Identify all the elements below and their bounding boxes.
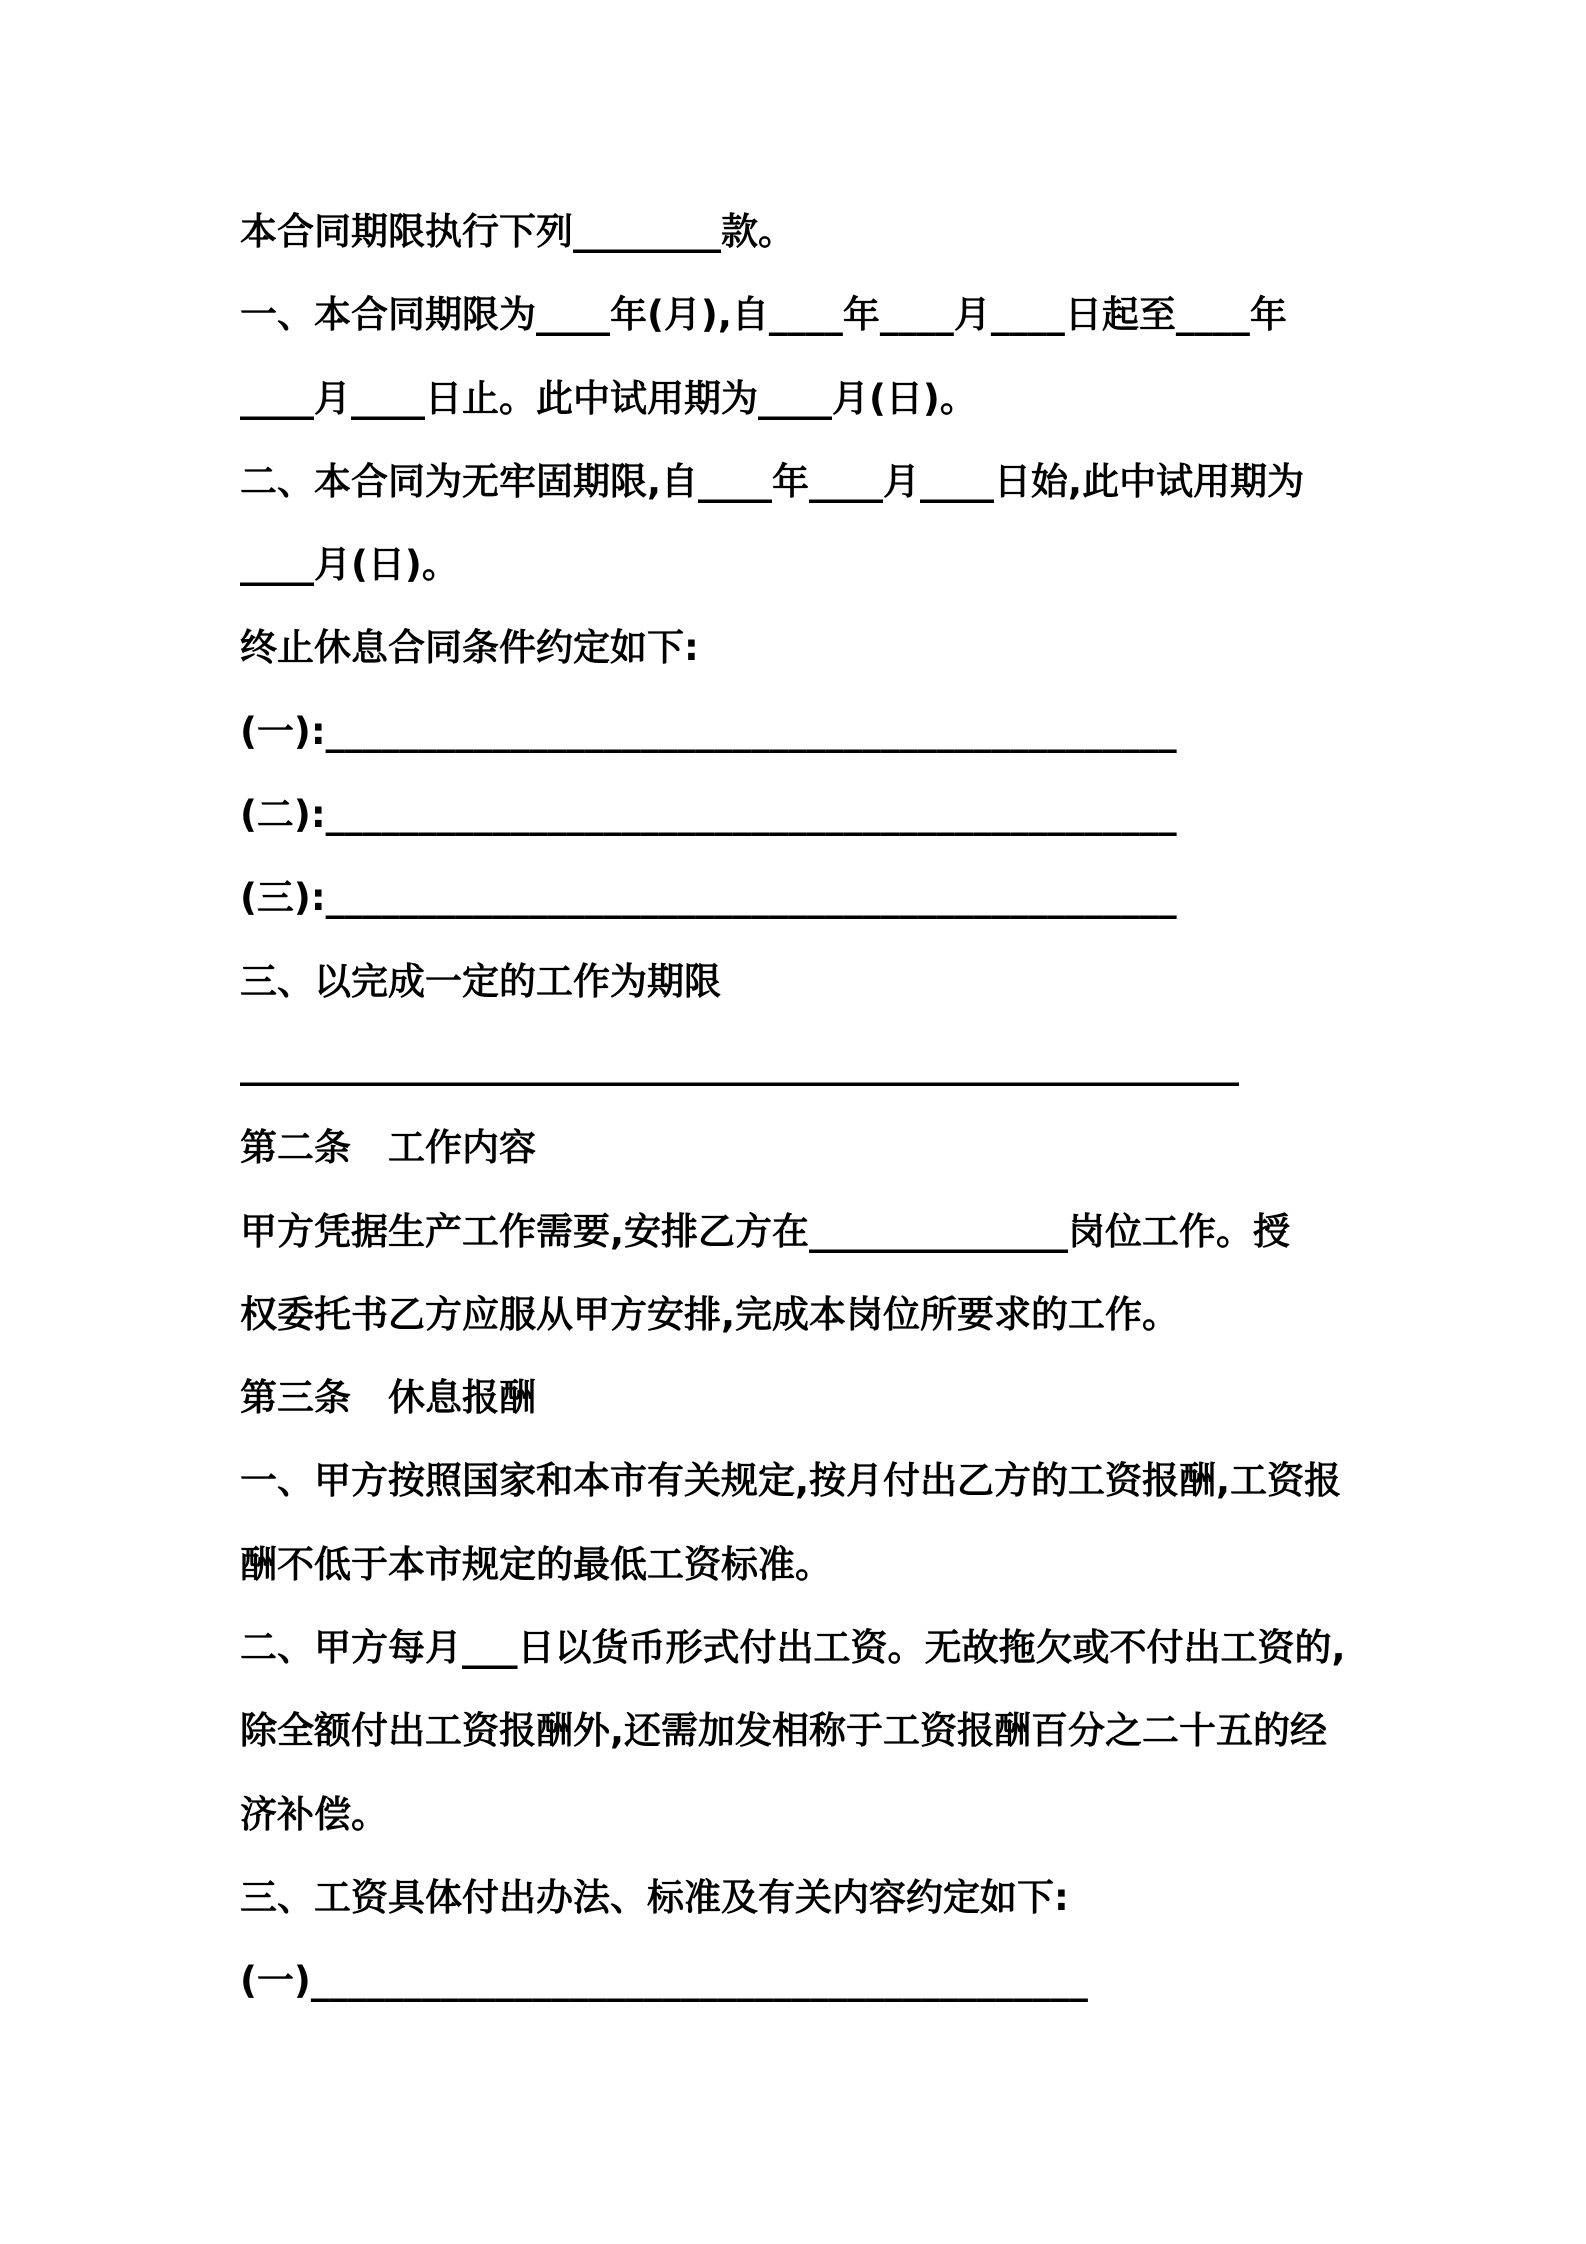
document-line: 本合同期限执行下列________款。 bbox=[240, 210, 795, 253]
document-line: 济补偿。 bbox=[240, 1792, 388, 1836]
document-line: ____月(日)。 bbox=[240, 543, 459, 587]
document-line-blank-field: (三):______________________________________________ bbox=[240, 876, 1177, 920]
document-line: 权委托书乙方应服从甲方安排,完成本岗位所要求的工作。 bbox=[240, 1292, 1180, 1336]
document-line: 三、工资具体付出办法、标准及有关内容约定如下: bbox=[240, 1875, 1069, 1919]
contract-body bbox=[240, 190, 1440, 2023]
document-line: 酬不低于本市规定的最低工资标准。 bbox=[240, 1542, 832, 1586]
document-line: 二、本合同为无牢固期限,自____年____月____日始,此中试用期为 bbox=[240, 459, 1305, 503]
document-line: 终止休息合同条件约定如下: bbox=[240, 626, 699, 670]
document-line: 一、甲方按照国家和本市有关规定,按月付出乙方的工资报酬,工资报 bbox=[240, 1459, 1342, 1503]
document-line: 除全额付出工资报酬外,还需加发相称于工资报酬百分之二十五的经 bbox=[240, 1709, 1328, 1753]
document-line-blank-field: (一)__________________________________________ bbox=[240, 1959, 1088, 2003]
document-line-blank-field: (一):______________________________________________ bbox=[240, 709, 1177, 753]
document-line: 甲方凭据生产工作需要,安排乙方在______________岗位工作。授 bbox=[240, 1209, 1291, 1253]
document-line: ____月____日止。此中试用期为____月(日)。 bbox=[240, 376, 977, 420]
document-line: 二、甲方每月___日以货币形式付出工资。无故拖欠或不付出工资的, bbox=[240, 1626, 1346, 1670]
section-heading-article-2: 第二条 工作内容 bbox=[240, 1126, 536, 1170]
document-line-blank-field: (二):______________________________________________ bbox=[240, 793, 1177, 837]
document-line: 一、本合同期限为____年(月),自____年____月____日起至____年 bbox=[240, 293, 1287, 337]
document-line: 三、以完成一定的工作为期限 bbox=[240, 959, 721, 1003]
document-line-blank-field: ______________________________________________________ bbox=[240, 1042, 1239, 1086]
section-heading-article-3: 第三条 休息报酬 bbox=[240, 1376, 536, 1420]
